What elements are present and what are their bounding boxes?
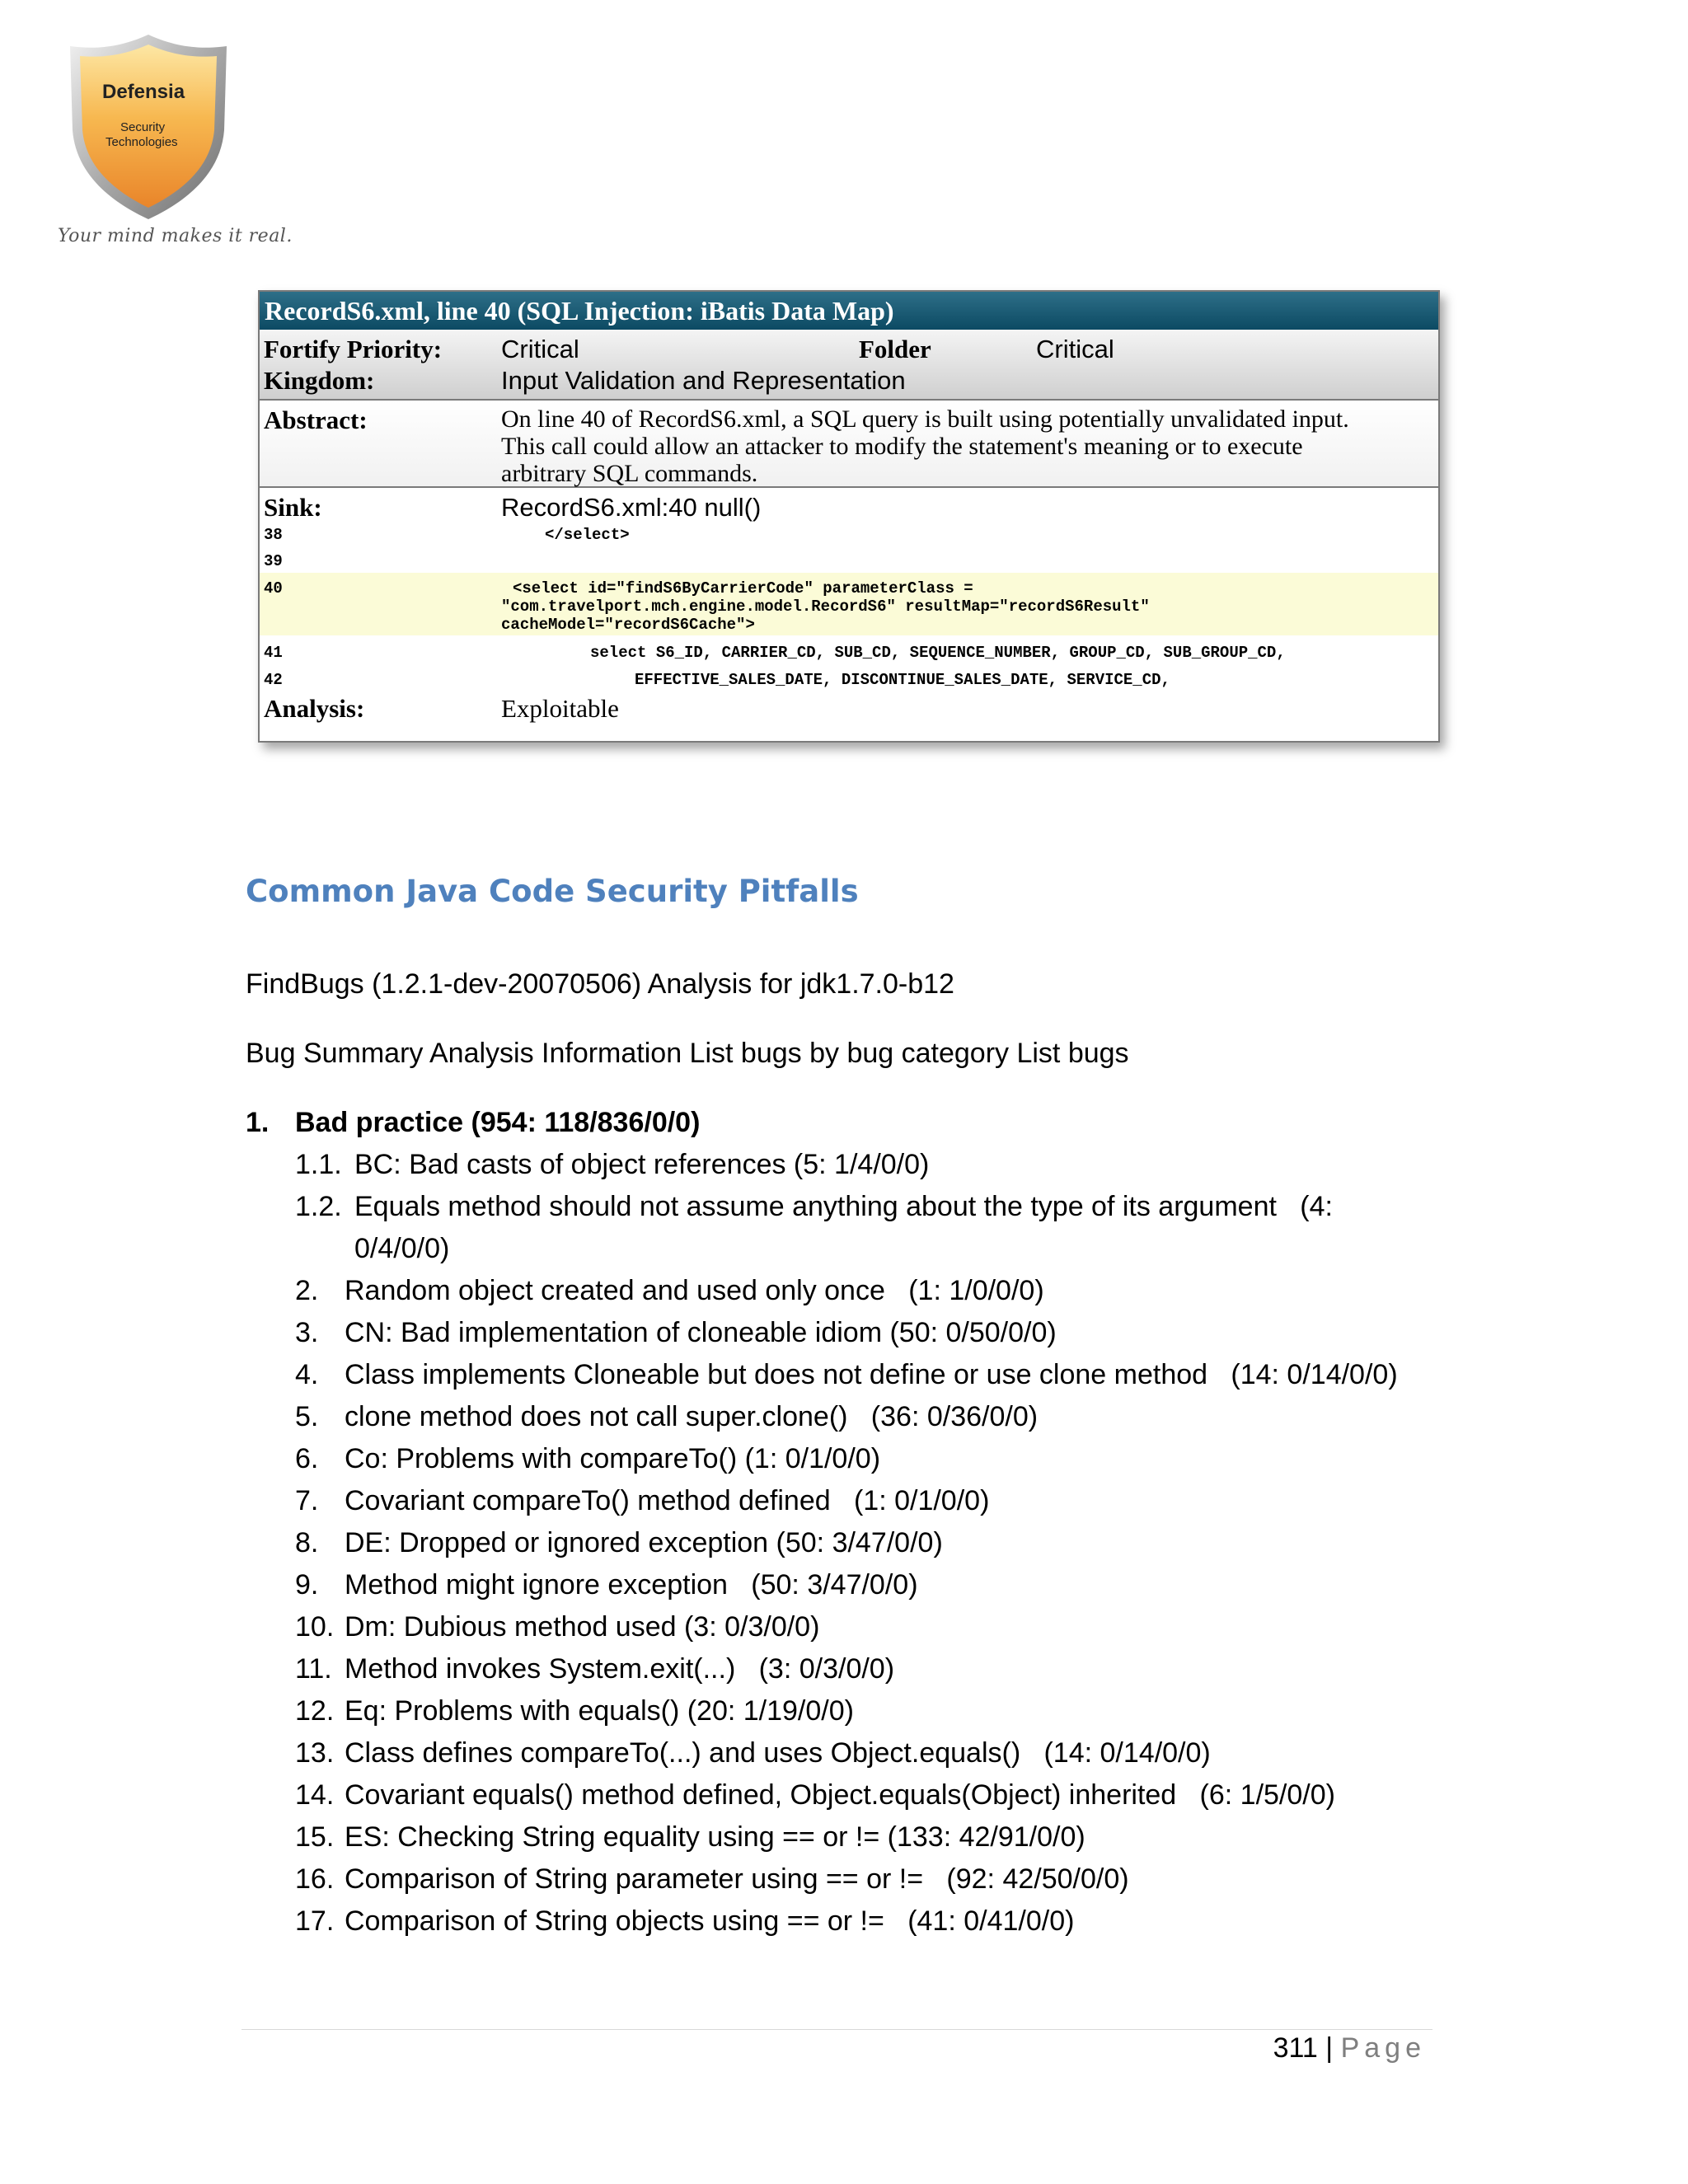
- list-item: Comparison of String parameter using == or != (92: 42/50/0/0): [345, 1863, 1129, 1895]
- list-number: 9.: [295, 1569, 319, 1601]
- code-line: cacheModel="recordS6Cache">: [501, 616, 755, 634]
- list-number: 12.: [295, 1695, 335, 1727]
- list-item: Comparison of String objects using == or != (41: 0/41/0/0): [345, 1905, 1075, 1937]
- list-item-continuation: 0/4/0/0): [354, 1233, 450, 1264]
- fortify-finding-panel: [258, 290, 1440, 743]
- code-line: select S6_ID, CARRIER_CD, SUB_CD, SEQUENCE_NUMBER, GROUP_CD, SUB_GROUP_CD,: [590, 644, 1286, 662]
- page-number: 311: [1273, 2032, 1318, 2064]
- abstract-line: arbitrary SQL commands.: [501, 460, 758, 487]
- list-item: Equals method should not assume anything about the type of its argument (4:: [354, 1191, 1333, 1222]
- findbugs-intro: FindBugs (1.2.1-dev-20070506) Analysis for jdk1.7.0-b12: [246, 968, 954, 1000]
- list-item: Covariant equals() method defined, Object.equals(Object) inherited (6: 1/5/0/0): [345, 1779, 1335, 1811]
- list-item: Method might ignore exception (50: 3/47/0/0): [345, 1569, 918, 1601]
- list-item: clone method does not call super.clone() (36: 0/36/0/0): [345, 1401, 1039, 1432]
- finding-meta: [260, 330, 1438, 401]
- list-item: ES: Checking String equality using == or != (133: 42/91/0/0): [345, 1821, 1085, 1853]
- list-item: Random object created and used only once (1: 1/0/0/0): [345, 1275, 1044, 1306]
- finding-title: RecordS6.xml, line 40 (SQL Injection: iBatis Data Map): [260, 292, 1438, 330]
- bug-summary-line: Bug Summary Analysis Information List bugs by bug category List bugs: [246, 1038, 1129, 1069]
- list-number: 6.: [295, 1443, 319, 1474]
- list-number: 8.: [295, 1527, 319, 1558]
- page-separator: |: [1325, 2032, 1334, 2064]
- list-number: 17.: [295, 1905, 335, 1937]
- list-number: 15.: [295, 1821, 335, 1853]
- list-item: DE: Dropped or ignored exception (50: 3/47/0/0): [345, 1527, 943, 1558]
- finding-abstract: [260, 401, 1438, 488]
- code-line: "com.travelport.mch.engine.model.RecordS6" resultMap="recordS6Result": [501, 598, 1150, 616]
- list-number: 2.: [295, 1275, 319, 1306]
- abstract-line: On line 40 of RecordS6.xml, a SQL query is built using potentially unvalidated input.: [501, 405, 1349, 433]
- code-line: </select>: [545, 526, 630, 544]
- list-number: 1.2.: [295, 1191, 342, 1222]
- list-item: Covariant compareTo() method defined (1: 0/1/0/0): [345, 1485, 990, 1516]
- logo-name: Defensia: [102, 81, 185, 103]
- list-number: 5.: [295, 1401, 319, 1432]
- list-number: 1.1.: [295, 1149, 342, 1180]
- analysis-value: Exploitable: [501, 694, 619, 723]
- list-item: CN: Bad implementation of cloneable idiom (50: 0/50/0/0): [345, 1317, 1057, 1348]
- list-item: BC: Bad casts of object references (5: 1/4/0/0): [354, 1149, 930, 1180]
- priority-value: Critical: [501, 335, 579, 363]
- sink-value: RecordS6.xml:40 null(): [501, 493, 762, 522]
- list-item: Eq: Problems with equals() (20: 1/19/0/0): [345, 1695, 854, 1727]
- abstract-label: Abstract:: [264, 405, 368, 434]
- list-number: 11.: [295, 1653, 332, 1685]
- code-line: EFFECTIVE_SALES_DATE, DISCONTINUE_SALES_DATE, SERVICE_CD,: [635, 671, 1170, 689]
- folder-label: Folder: [859, 335, 931, 363]
- list-item: Class implements Cloneable but does not define or use clone method (14: 0/14/0/0): [345, 1359, 1398, 1390]
- list-item: Class defines compareTo(...) and uses Object.equals() (14: 0/14/0/0): [345, 1737, 1211, 1769]
- abstract-line: This call could allow an attacker to modify the statement's meaning or to execute: [501, 433, 1303, 460]
- page-word: Page: [1340, 2032, 1426, 2064]
- kingdom-value: Input Validation and Representation: [501, 366, 906, 395]
- priority-label: Fortify Priority:: [264, 335, 443, 363]
- analysis-label: Analysis:: [264, 694, 365, 723]
- page-footer: [1273, 2032, 1426, 2064]
- abstract-text: [501, 405, 1432, 487]
- line-number: 41: [264, 644, 283, 662]
- list-number: 7.: [295, 1485, 319, 1516]
- logo-subtitle-line2: Technologies: [106, 135, 178, 149]
- list-number: 3.: [295, 1317, 319, 1348]
- list-number: 13.: [295, 1737, 335, 1769]
- line-number: 39: [264, 552, 283, 570]
- kingdom-label: Kingdom:: [264, 366, 375, 395]
- sink-label: Sink:: [264, 493, 322, 522]
- code-line: <select id="findS6ByCarrierCode" parameterClass =: [513, 579, 973, 598]
- line-number: 42: [264, 671, 283, 689]
- logo-subtitle-line1: Security: [120, 120, 166, 134]
- folder-value: Critical: [1036, 335, 1114, 363]
- list-item: Dm: Dubious method used (3: 0/3/0/0): [345, 1611, 820, 1643]
- finding-sink: [260, 488, 1438, 739]
- logo-tagline: Your mind makes it real.: [58, 226, 293, 246]
- line-number: 38: [264, 526, 283, 544]
- list-item: Method invokes System.exit(...) (3: 0/3/0/0): [345, 1653, 895, 1685]
- line-number: 40: [264, 579, 283, 598]
- list-item-title: Bad practice (954: 118/836/0/0): [295, 1107, 701, 1138]
- list-item: Co: Problems with compareTo() (1: 0/1/0/0): [345, 1443, 881, 1474]
- section-heading: Common Java Code Security Pitfalls: [246, 874, 859, 909]
- list-number: 4.: [295, 1359, 319, 1390]
- list-number: 14.: [295, 1779, 335, 1811]
- footer-divider: [241, 2029, 1432, 2030]
- list-number: 1.: [246, 1107, 270, 1138]
- list-number: 10.: [295, 1611, 335, 1643]
- list-number: 16.: [295, 1863, 335, 1895]
